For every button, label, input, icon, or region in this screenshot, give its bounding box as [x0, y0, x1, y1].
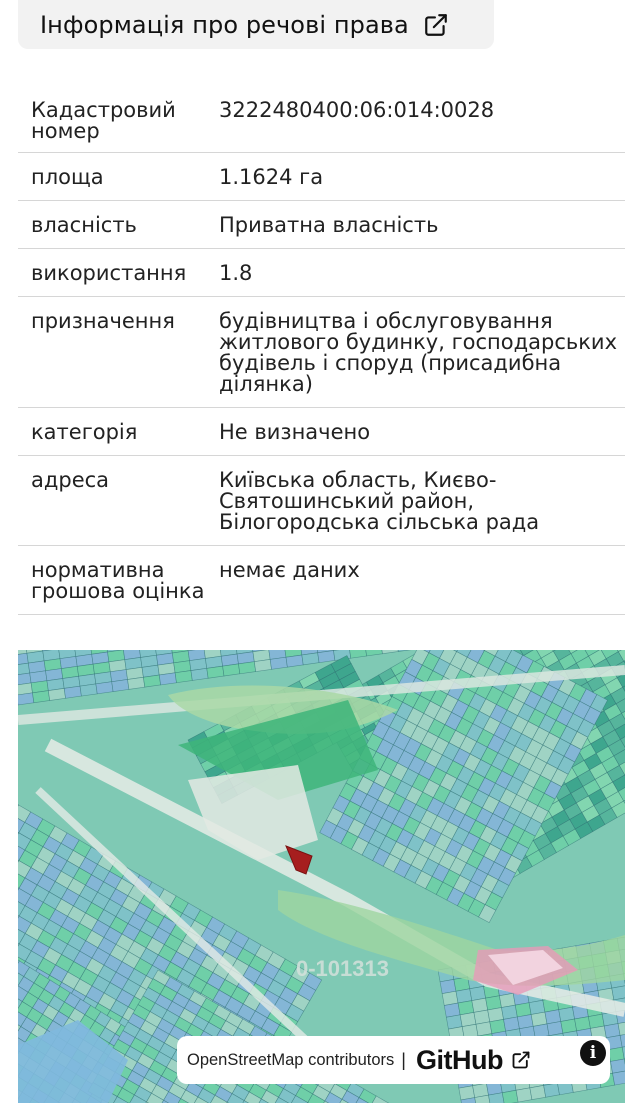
row-value-category: Не визначено [219, 408, 625, 456]
osm-attribution-link[interactable]: OpenStreetMap contributors [187, 1050, 395, 1069]
row-key-address: адреса [18, 456, 219, 546]
row-key-purpose: призначення [18, 297, 219, 408]
row-key-ownership: власність [18, 201, 219, 249]
table-row [18, 84, 625, 153]
github-link[interactable]: GitHub [415, 1044, 503, 1075]
external-link-icon[interactable] [511, 1050, 531, 1070]
row-value-area: 1.1624 га [219, 153, 625, 201]
rights-info-link[interactable] [18, 0, 494, 49]
table-row [18, 297, 625, 408]
row-value-cadastral-number: 3222480400:06:014:0028 [219, 84, 625, 153]
row-key-cadastral-number: Кадастровий номер [18, 84, 219, 153]
row-value-normative-valuation: немає даних [219, 546, 625, 615]
parcel-info-table [18, 84, 625, 615]
map-attribution [177, 1036, 610, 1084]
row-key-category: категорія [18, 408, 219, 456]
row-key-normative-valuation: нормативна грошова оцінка [18, 546, 219, 615]
table-row [18, 408, 625, 456]
info-icon[interactable] [580, 1040, 606, 1066]
table-row [18, 153, 625, 201]
table-row [18, 456, 625, 546]
row-value-ownership: Приватна власність [219, 201, 625, 249]
attribution-separator: | [401, 1049, 406, 1070]
row-value-usage: 1.8 [219, 249, 625, 297]
row-value-address: Київська область, Києво-Святошинський район, Білогородська сільська рада [219, 456, 625, 546]
rights-info-title: Інформація про речові права [40, 10, 409, 39]
info-glyph: i [589, 1043, 597, 1063]
external-link-icon [423, 12, 449, 38]
row-key-area: площа [18, 153, 219, 201]
row-value-purpose: будівництва і обслуговування житлового будинку, господарських будівель і споруд (присадибна ділянка) [219, 297, 625, 408]
table-row [18, 201, 625, 249]
table-row [18, 546, 625, 615]
row-key-usage: використання [18, 249, 219, 297]
zone-label: 0-101313 [296, 956, 389, 981]
table-row [18, 249, 625, 297]
